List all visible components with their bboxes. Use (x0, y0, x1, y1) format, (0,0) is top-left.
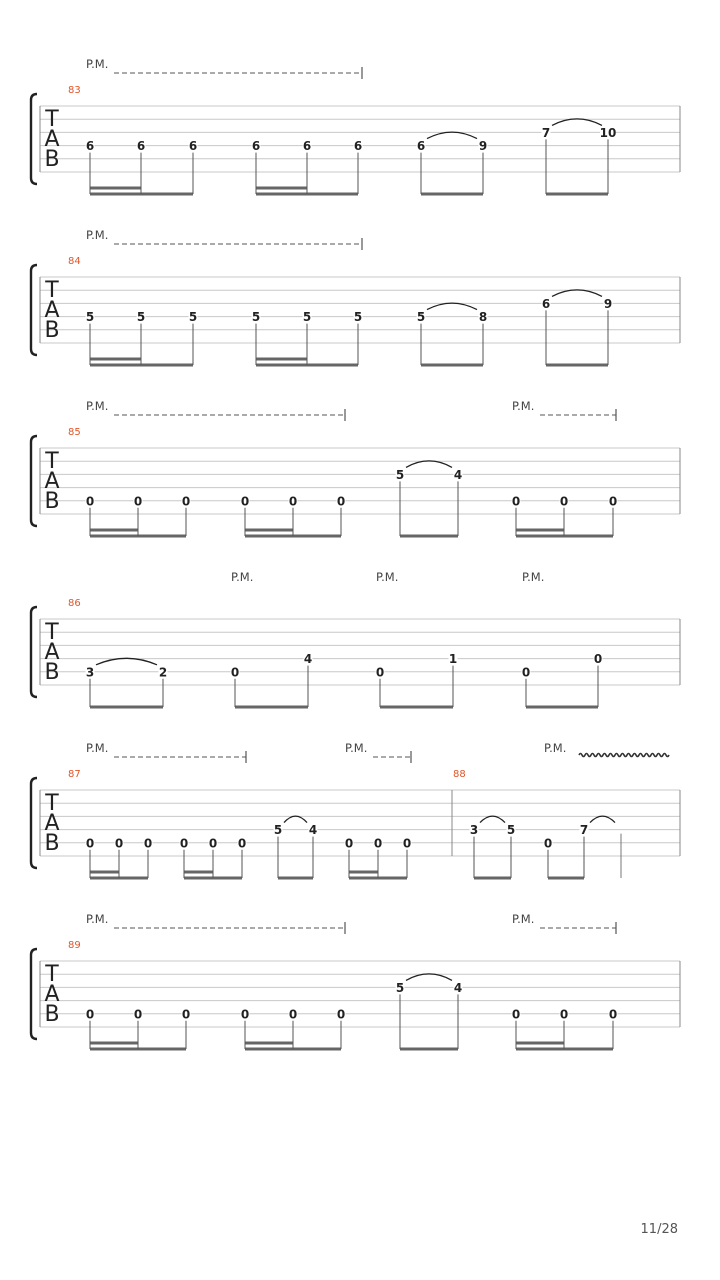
measure-number: 83 (68, 85, 81, 96)
fret-number: 0 (511, 1007, 521, 1022)
palm-mute-label: P.M. (512, 399, 535, 413)
palm-mute-wave (579, 754, 669, 757)
staff-bracket (31, 265, 37, 355)
fret-number: 0 (373, 836, 383, 851)
staff-bracket (31, 607, 37, 697)
staff-bracket (31, 436, 37, 526)
tab-clef-letter: A (44, 469, 60, 494)
tie-arc (552, 290, 602, 297)
tab-clef-letter: T (45, 620, 59, 645)
tab-system-1 (31, 57, 680, 194)
fret-number: 0 (288, 494, 298, 509)
fret-number: 0 (114, 836, 124, 851)
staff-bracket (31, 778, 37, 868)
fret-number: 0 (85, 494, 95, 509)
tab-system-4 (31, 570, 680, 707)
measure-number: 84 (68, 256, 81, 267)
fret-number: 6 (85, 139, 95, 154)
fret-number: 0 (344, 836, 354, 851)
fret-number: 0 (181, 494, 191, 509)
tab-clef-letter: A (44, 127, 60, 152)
tie-arc (427, 132, 477, 139)
tab-clef-letter: B (44, 1002, 60, 1027)
fret-number: 0 (240, 494, 250, 509)
fret-number: 4 (308, 823, 318, 838)
fret-number: 5 (273, 823, 283, 838)
fret-number: 3 (85, 665, 95, 680)
tab-clef-letter: B (44, 831, 60, 856)
fret-number: 6 (136, 139, 146, 154)
tab-system-3 (31, 399, 680, 536)
tie-arc (590, 816, 615, 823)
fret-number: 0 (559, 494, 569, 509)
fret-number: 0 (208, 836, 218, 851)
fret-number: 0 (593, 652, 603, 667)
tab-clef-letter: B (44, 318, 60, 343)
palm-mute-label: P.M. (86, 57, 109, 71)
fret-number: 5 (136, 310, 146, 325)
fret-number: 0 (543, 836, 553, 851)
fret-number: 2 (158, 665, 168, 680)
tab-clef-letter: T (45, 449, 59, 474)
staff-bracket (31, 94, 37, 184)
palm-mute-label: P.M. (345, 741, 368, 755)
fret-number: 5 (506, 823, 516, 838)
tab-clef-letter: A (44, 640, 60, 665)
fret-number: 0 (230, 665, 240, 680)
palm-mute-label: P.M. (86, 912, 109, 926)
fret-number: 6 (188, 139, 198, 154)
tie-arc (284, 816, 307, 823)
fret-number: 9 (478, 139, 488, 154)
fret-number: 4 (453, 467, 463, 482)
fret-number: 5 (302, 310, 312, 325)
fret-number: 0 (240, 1007, 250, 1022)
fret-number: 0 (402, 836, 412, 851)
fret-number: 0 (85, 836, 95, 851)
tie-arc (427, 303, 477, 310)
fret-number: 5 (251, 310, 261, 325)
palm-mute-label: P.M. (86, 741, 109, 755)
fret-number: 7 (541, 125, 551, 140)
fret-number: 0 (559, 1007, 569, 1022)
palm-mute-label: P.M. (376, 570, 399, 584)
tie-arc (406, 974, 452, 981)
measure-number: 85 (68, 427, 81, 438)
tab-clef-letter: A (44, 811, 60, 836)
tab-clef-letter: B (44, 147, 60, 172)
measure-number: 89 (68, 940, 81, 951)
tab-clef-letter: T (45, 278, 59, 303)
fret-number: 0 (336, 1007, 346, 1022)
tab-system-5 (31, 741, 680, 878)
measure-number: 86 (68, 598, 81, 609)
fret-number: 6 (302, 139, 312, 154)
fret-number: 0 (336, 494, 346, 509)
fret-number: 0 (511, 494, 521, 509)
tab-clef-letter: A (44, 982, 60, 1007)
fret-number: 0 (179, 836, 189, 851)
tab-clef-letter: B (44, 489, 60, 514)
fret-number: 0 (133, 494, 143, 509)
tab-clef-letter: T (45, 107, 59, 132)
palm-mute-label: P.M. (522, 570, 545, 584)
fret-number: 5 (188, 310, 198, 325)
tab-system-6 (31, 912, 680, 1049)
tie-arc (552, 119, 602, 126)
fret-number: 9 (603, 296, 613, 311)
fret-number: 4 (303, 652, 313, 667)
fret-number: 0 (85, 1007, 95, 1022)
tab-clef-letter: B (44, 660, 60, 685)
palm-mute-label: P.M. (86, 228, 109, 242)
fret-number: 6 (251, 139, 261, 154)
fret-number: 10 (599, 125, 617, 140)
fret-number: 0 (608, 494, 618, 509)
tie-arc (406, 461, 452, 468)
fret-number: 5 (395, 980, 405, 995)
tab-clef-letter: T (45, 962, 59, 987)
tab-system-2 (31, 228, 680, 365)
page-number: 11/28 (640, 1222, 678, 1237)
tab-clef-letter: A (44, 298, 60, 323)
fret-number: 0 (608, 1007, 618, 1022)
fret-number: 0 (237, 836, 247, 851)
fret-number: 6 (416, 139, 426, 154)
palm-mute-label: P.M. (86, 399, 109, 413)
palm-mute-label: P.M. (231, 570, 254, 584)
fret-number: 6 (353, 139, 363, 154)
fret-number: 6 (541, 296, 551, 311)
measure-number: 87 (68, 769, 81, 780)
fret-number: 3 (469, 823, 479, 838)
fret-number: 0 (288, 1007, 298, 1022)
fret-number: 0 (375, 665, 385, 680)
fret-number: 5 (353, 310, 363, 325)
fret-number: 0 (143, 836, 153, 851)
tie-arc (480, 816, 505, 823)
tab-clef-letter: T (45, 791, 59, 816)
fret-number: 7 (579, 823, 589, 838)
fret-number: 5 (85, 310, 95, 325)
fret-number: 5 (416, 310, 426, 325)
fret-number: 0 (521, 665, 531, 680)
palm-mute-label: P.M. (512, 912, 535, 926)
fret-number: 8 (478, 310, 488, 325)
staff-bracket (31, 949, 37, 1039)
fret-number: 1 (448, 652, 458, 667)
fret-number: 0 (181, 1007, 191, 1022)
fret-number: 4 (453, 980, 463, 995)
measure-number: 88 (453, 769, 466, 780)
tie-arc (96, 658, 157, 665)
fret-number: 5 (395, 467, 405, 482)
fret-number: 0 (133, 1007, 143, 1022)
palm-mute-label: P.M. (544, 741, 567, 755)
